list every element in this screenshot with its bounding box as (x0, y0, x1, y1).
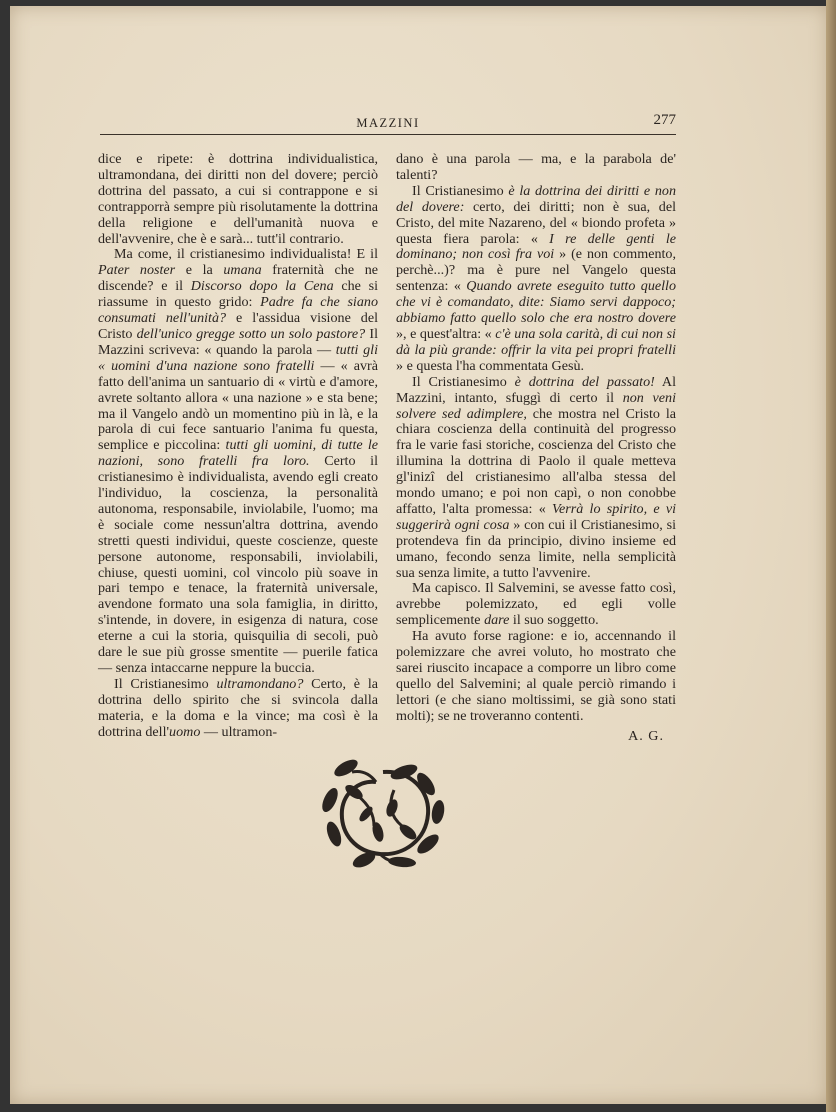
italic-text: Discorso dopo la Cena (190, 278, 334, 295)
italic-text: tutti gli « uomini d'una nazione sono fratelli (98, 341, 378, 374)
text-run: — « avrà fatto dell'anima un santuario di « virtù e d'amore, avrete soltanto allora « una nazione » e sta bene; ma il Vangelo andò un momentino più in là, e la parola di cui fece santuario l'anima fu questa, semplice e piccolina: (98, 357, 378, 454)
text-run: Il Cristianesimo (412, 182, 509, 199)
paragraph (396, 581, 676, 629)
running-title: MAZZINI (356, 116, 420, 130)
text-run: Ma come, il cristianesimo individualista! E il (114, 246, 378, 263)
italic-text: è la dottrina dei diritti e non del dovere: (396, 182, 676, 215)
text-run: il suo soggetto. (509, 612, 599, 629)
paragraph (396, 629, 676, 724)
paragraph (396, 184, 676, 375)
italic-text: Quando avrete eseguito tutto quello che vi è comandato, dite: Siamo servi dappoco; abbiamo fatto quello solo che era nostro dovere (396, 278, 677, 327)
page-edge (826, 0, 836, 1112)
text-run: — ultramon- (200, 723, 278, 740)
italic-text: uomo (169, 723, 201, 740)
italic-text: Padre fa che siano consumati nell'unità? (98, 294, 378, 327)
italic-text: c'è una sola carità, di cui non si dà la più grande: offrir la vita pei propri fratelli (396, 325, 676, 358)
paragraph (98, 247, 378, 676)
text-run: che si riassume in questo grido: (98, 278, 378, 311)
paragraph (396, 375, 676, 582)
page-number: 277 (653, 112, 676, 128)
italic-text: è dottrina del passato! (514, 373, 655, 390)
text-run: » e questa l'ha commentata Gesù. (396, 357, 585, 374)
author-signature: A. G. (628, 727, 664, 744)
text-column-left (98, 152, 378, 741)
text-run: che mostra nel Cristo la chiara coscienza della continuità del progresso fra le varie fasi storiche, coscienza del Cristo che illumina la dottrina di Paolo il quale metteva gl'inizî del cristianesimo all'alba stessa del mondo umano; e poi non capì, o non conobbe affatto, l'alta promessa: « (396, 405, 676, 517)
italic-text: Pater noster (98, 262, 176, 279)
text-run: Certo il cristianesimo è individualista, avendo egli creato l'individuo, la coscienza, la personalità autonoma, responsabile, inviolabile, l'uomo; ma è sociale come nessun'altra dottrina, avendo stretti questi individui, queste coscienze, queste persone autonome, responsabili, inviolabili, chiuse, questi uomini, col vincolo più soave in pari tempo e tenace, la fraternità universale, avendone formato una sola famiglia, in diritto, s'intende, in dovere, in esigenza di natura, cose eterne a cui la storia, quisquilia di secoli, può dare le sue più grosse smentite — puerile fatica — senza intaccarne neppure la buccia. (98, 453, 378, 676)
italic-text: I re delle genti le dominano; non così fra voi (396, 230, 676, 263)
text-run: dice e ripete: è dottrina individualistica, ultramondana, dei diritti non del dovere; perciò dottrina del passato, a cui si contrappone e si contrapporrà sempre più risolutamente la dottrina della religione e dell'umanità nuova e dell'avvenire, che è e sarà... tutt'il contrario. (98, 151, 378, 247)
vine-wreath-ornament-icon (318, 752, 448, 870)
paragraph (98, 677, 378, 741)
text-run: Il Cristianesimo (412, 373, 515, 390)
text-run: e la (175, 262, 224, 279)
italic-text: dare (484, 612, 510, 629)
italic-text: Verrà lo spirito, e vi suggerirà ogni cosa (396, 500, 676, 533)
text-run: » (e non commento, perchè...)? ma è pure nel Vangelo questa sentenza: « (396, 246, 677, 295)
text-run: Al Mazzini, intanto, sfuggì di certo il (396, 373, 676, 406)
text-run: dano è una parola — ma, e la parabola de' talenti? (396, 151, 676, 183)
text-run: Il Cristianesimo (114, 675, 217, 692)
paragraph (396, 152, 676, 184)
text-run: fraternità che ne discende? e il (98, 262, 378, 295)
italic-text: umana (223, 262, 262, 279)
text-run: Certo, è la dottrina dello spirito che si svincola dalla materia, e la doma e la vince; ma così è la dottrina dell' (98, 675, 378, 740)
text-run: » con cui il Cristianesimo, si protendeva fin da principio, divino insieme ed umano, fecondo senza limite, nella semplicità sua senza limite, a tutto l'avvenire. (396, 516, 676, 581)
italic-text: ultramondano? (216, 675, 304, 692)
paragraph (98, 152, 378, 247)
italic-text: tutti gli uomini, di tutte le nazioni, sono fratelli fra loro. (98, 437, 378, 470)
page-header (100, 112, 676, 132)
italic-text: non veni solvere sed adimplere, (396, 389, 677, 422)
italic-text: dell'unico gregge sotto un solo pastore? (136, 325, 366, 342)
text-column-right (396, 152, 676, 745)
text-run: Ma capisco. Il Salvemini, se avesse fatto così, avrebbe polemizzato, ed egli volle semplicemente (396, 580, 676, 629)
text-run: e l'assidua visione del Cristo (98, 310, 378, 342)
text-run: certo, dei diritti; non è sua, del Cristo, del mite Nazareno, del « biondo profeta » questa fiera parola: « (396, 198, 676, 247)
text-run: », e quest'altra: « (396, 325, 496, 342)
text-run: Il Mazzini scriveva: « quando la parola — (98, 325, 378, 358)
text-run: Ha avuto forse ragione: e io, accennando il polemizzare che avrei voluto, ho mostrato che sarei riuscito incapace a comporre un libro come quello del Salvemini; al quale perciò rimando i lettori (e che siano moltissimi, se già sono stati molti); se ne troveranno contenti. (396, 628, 676, 724)
header-rule (100, 134, 676, 135)
